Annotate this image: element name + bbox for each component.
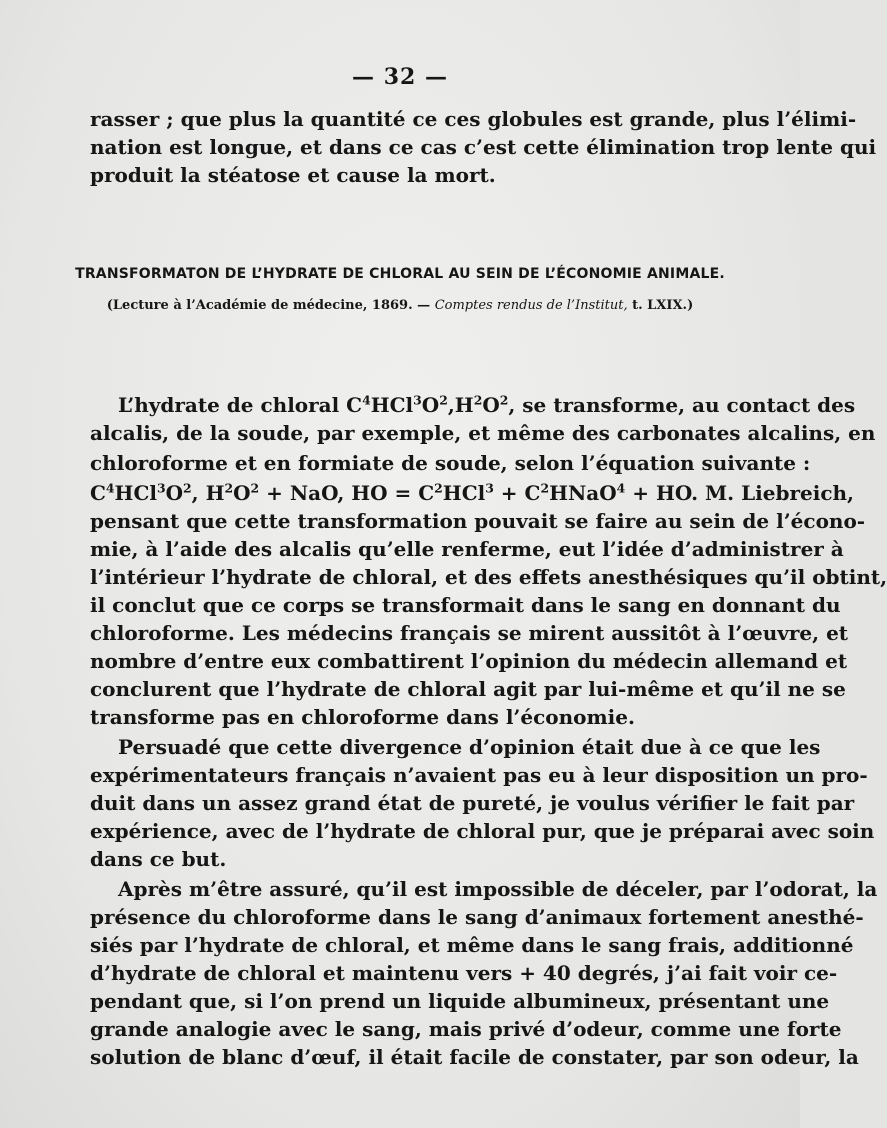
text-line: produit la stéatose et cause la mort. bbox=[90, 163, 496, 187]
text-line: duit dans un assez grand état de pureté, je voulus vérifier le fait par bbox=[90, 791, 855, 815]
text-line: conclurent que l’hydrate de chloral agit par lui-même et qu’il ne se bbox=[90, 677, 846, 701]
text-line: siés par l’hydrate de chloral, et même dans le sang frais, additionné bbox=[90, 933, 854, 957]
text-line: nation est longue, et dans ce cas c’est cette élimination trop lente qui bbox=[90, 135, 877, 159]
text-line: grande analogie avec le sang, mais privé d’odeur, comme une forte bbox=[90, 1017, 842, 1041]
text-line: dans ce but. bbox=[90, 847, 227, 871]
text-line: pendant que, si l’on prend un liquide albumineux, présentant une bbox=[90, 989, 830, 1013]
text-line: d’hydrate de chloral et maintenu vers + 40 degrés, j’ai fait voir ce- bbox=[90, 961, 838, 985]
section-subheading bbox=[0, 298, 800, 313]
text-line: nombre d’entre eux combattirent l’opinion du médecin allemand et bbox=[90, 649, 848, 673]
text-line: expérience, avec de l’hydrate de chloral pur, que je préparai avec soin bbox=[90, 819, 875, 843]
text-line: chloroforme et en formiate de soude, selon l’équation suivante : bbox=[90, 451, 811, 475]
text-fragment: , se transforme, au contact des bbox=[508, 393, 856, 417]
text-line: transforme pas en chloroforme dans l’économie. bbox=[90, 705, 635, 729]
text-fragment: HO. M. Liebreich, bbox=[655, 481, 854, 505]
page-number: — 32 — bbox=[352, 64, 448, 90]
subheading-suffix: t. LXIX.) bbox=[632, 298, 694, 313]
equation-line: $C^4HCl^3O^2$, $H^2O^2$ + NaO, HO = $C^2HCl^3$ + $C^2HNaO^4$ + HO. M. Liebreich, bbox=[90, 480, 854, 505]
section-heading: TRANSFORMATON DE L’HYDRATE DE CHLORAL AU SEIN DE L’ÉCONOMIE ANIMALE. bbox=[75, 266, 725, 282]
text-line: l’intérieur l’hydrate de chloral, et des effets anesthésiques qu’il obtint, bbox=[90, 565, 887, 589]
text-line: Après m’être assuré, qu’il est impossible de déceler, par l’odorat, la bbox=[118, 877, 878, 901]
subheading-source: Comptes rendus de l’Institut, bbox=[434, 298, 628, 313]
text-line: expérimentateurs français n’avaient pas eu à leur disposition un pro- bbox=[90, 763, 868, 787]
text-line: rasser ; que plus la quantité ce ces globules est grande, plus l’élimi- bbox=[90, 107, 857, 131]
subheading-prefix: (Lecture à l’Académie de médecine, 1869. — bbox=[106, 298, 431, 313]
text-line: solution de blanc d’œuf, il était facile de constater, par son odeur, la bbox=[90, 1045, 859, 1069]
text-line: Persuadé que cette divergence d’opinion était due à ce que les bbox=[118, 735, 821, 759]
text-line: présence du chloroforme dans le sang d’animaux fortement anesthé- bbox=[90, 905, 864, 929]
text-line: mie, à l’aide des alcalis qu’elle renferme, eut l’idée d’administrer à bbox=[90, 537, 844, 561]
text-line: il conclut que ce corps se transformait dans le sang en donnant du bbox=[90, 593, 841, 617]
text-line: alcalis, de la soude, par exemple, et même des carbonates alcalins, en bbox=[90, 421, 876, 445]
text-fragment: L’hydrate de chloral C bbox=[118, 393, 363, 417]
text-line: pensant que cette transformation pouvait se faire au sein de l’écono- bbox=[90, 509, 866, 533]
text-line: chloroforme. Les médecins français se mirent aussitôt à l’œuvre, et bbox=[90, 621, 849, 645]
paragraph-first-line: L’hydrate de chloral $C^4HCl^3O^2,H^2O^2$, se transforme, au contact des bbox=[118, 392, 856, 417]
